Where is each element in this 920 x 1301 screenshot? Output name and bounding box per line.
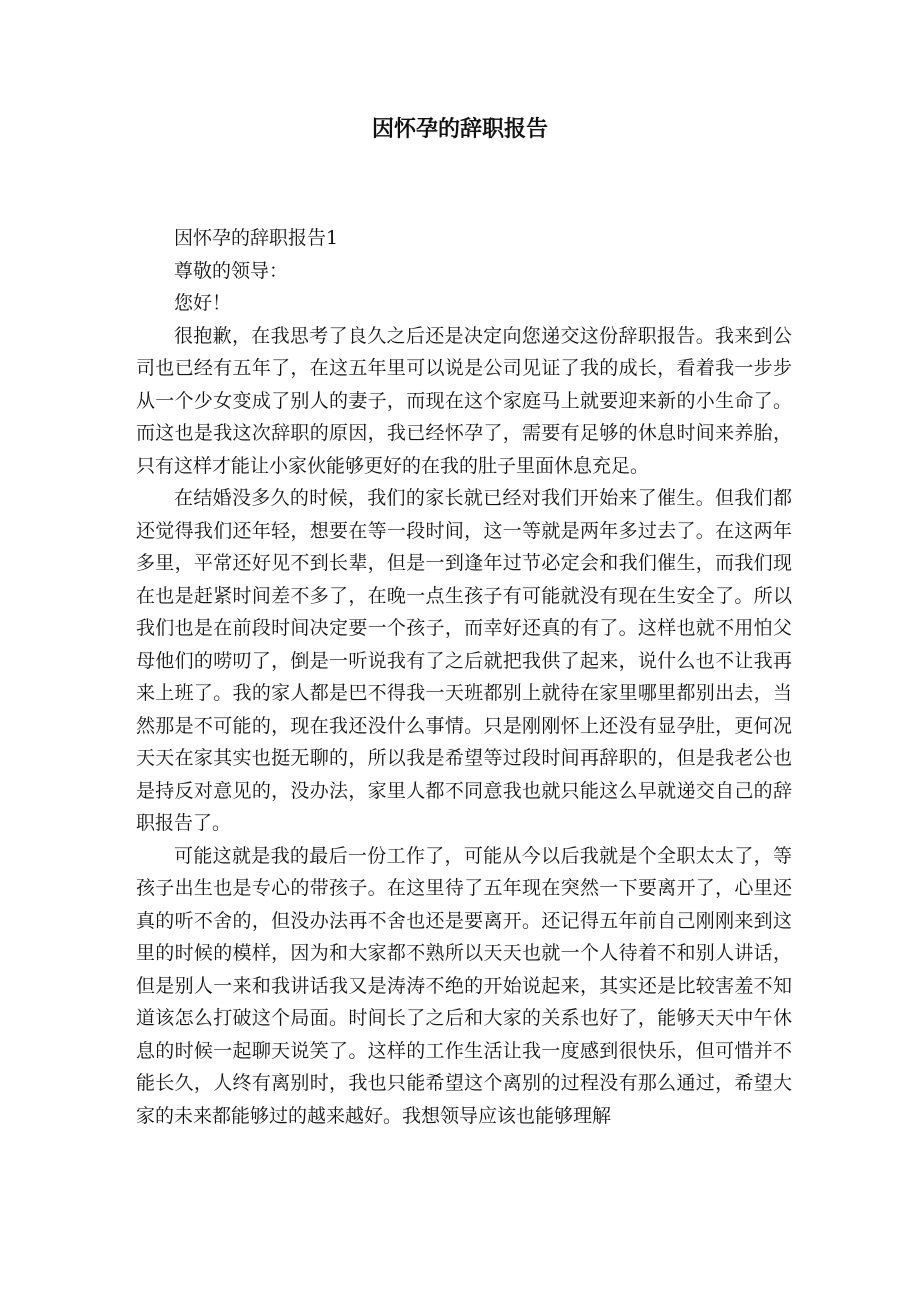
salutation: 尊敬的领导： (174, 259, 289, 282)
subheading: 因怀孕的辞职报告1 (174, 227, 339, 249)
body-paragraph-1: 很抱歉，在我思考了良久之后还是决定向您递交这份辞职报告。我来到公司也已经有五年了，在这五年里可以说是公司见证了我的成长，看着我一步步从一个少女变成了别人的妻子，而现在这个家庭马上就要迎来新的小生命了。而这也是我这次辞职的原因，我已经怀孕了，需要有足够的休息时间来养胎，只有这样才能让小家伙能够更好的在我的肚子里面休息充足。 (136, 324, 792, 477)
greeting: 您好！ (174, 292, 232, 314)
body-paragraph-2: 在结婚没多久的时候，我们的家长就已经对我们开始来了催生。但我们都还觉得我们还年轻，想要在等一段时间，这一等就是两年多过去了。在这两年多里，平常还好见不到长辈，但是一到逢年过节必定会和我们催生，而我们现在也是赶紧时间差不多了，在晚一点生孩子有可能就没有现在生安全了。所以我们也是在前段时间决定要一个孩子，而幸好还真的有了。这样也就不用怕父母他们的唠叨了，倒是一听说我有了之后就把我供了起来，说什么也不让我再来上班了。我的家人都是巴不得我一天班都别上就待在家里哪里都别出去，当然那是不可能的，现在我还没什么事情。只是刚刚怀上还没有显孕肚，更何况天天在家其实也挺无聊的，所以我是希望等过段时间再辞职的，但是我老公也是持反对意见的，没办法，家里人都不同意我也就只能这么早就递交自己的辞职报告了。 (136, 487, 792, 834)
body-paragraph-3: 可能这就是我的最后一份工作了，可能从今以后我就是个全职太太了，等孩子出生也是专心的带孩子。在这里待了五年现在突然一下要离开了，心里还真的听不舍的，但没办法再不舍也还是要离开。还记得五年前自己刚刚来到这里的时候的模样，因为和大家都不熟所以天天也就一个人待着不和别人讲话，但是别人一来和我讲话我又是涛涛不绝的开始说起来，其实还是比较害羞不知道该怎么打破这个局面。时间长了之后和大家的关系也好了，能够天天中午休息的时候一起聊天说笑了。这样的工作生活让我一度感到很快乐，但可惜并不能长久，人终有离别时，我也只能希望这个离别的过程没有那么通过，希望大家的未来都能够过的越来越好。我想领导应该也能够理解 (136, 844, 792, 1127)
document-body (136, 222, 792, 1132)
document-title: 因怀孕的辞职报告 (371, 117, 548, 142)
